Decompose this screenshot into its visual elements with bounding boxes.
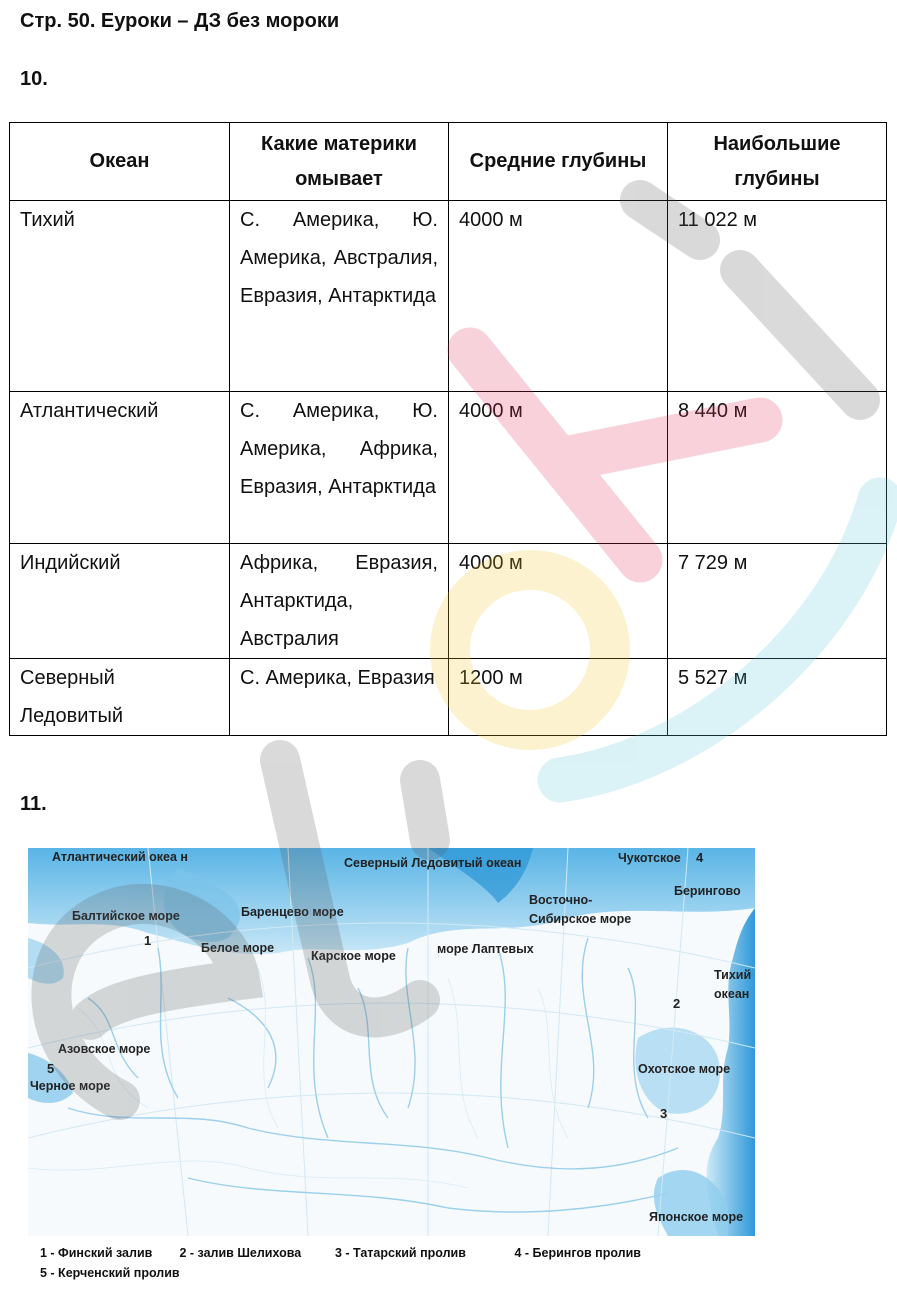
- table-row: [10, 201, 887, 392]
- task-11-number: 11.: [20, 793, 47, 815]
- oceans-table: [9, 122, 887, 736]
- ocean-name: Индийский: [10, 544, 230, 659]
- task-10-number: 10.: [20, 68, 48, 90]
- kara-sea-label: Карское море: [311, 949, 396, 963]
- legend-item: 1 - Финский залив: [40, 1246, 153, 1260]
- ocean-continents: С. Америка, Ю. Америка, Австралия, Евразия, Антарктида: [230, 201, 449, 392]
- table-header-row: [10, 123, 887, 201]
- ocean-max-depth: 8 440 м: [668, 392, 887, 544]
- chukotskoe-sea-label: Чукотское: [618, 851, 681, 865]
- legend-item: 3 - Татарский пролив: [334, 1246, 466, 1260]
- east-siberian-sea-label-line2: Сибирское море: [529, 912, 632, 926]
- map-marker-5: 5: [47, 1061, 55, 1076]
- pacific-ocean-label-line2: океан: [714, 987, 750, 1001]
- legend-item: 4 - Берингов пролив: [514, 1246, 641, 1260]
- ocean-avg-depth: 4000 м: [449, 201, 668, 392]
- ocean-continents: Африка, Евразия, Антарктида, Австралия: [230, 544, 449, 659]
- map-marker-3: 3: [660, 1106, 668, 1121]
- ocean-max-depth: 7 729 м: [668, 544, 887, 659]
- column-header-ocean: Океан: [10, 123, 230, 201]
- column-header-continents: Какие материки омывает: [230, 123, 449, 201]
- atlantic-ocean-label: Атлантический океа н: [52, 850, 188, 864]
- russia-seas-map: [28, 848, 755, 1236]
- ocean-max-depth: 5 527 м: [668, 659, 887, 736]
- ocean-continents: С. Америка, Евразия: [230, 659, 449, 736]
- japan-sea-label: Японское море: [649, 1210, 744, 1224]
- ocean-continents: С. Америка, Ю. Америка, Африка, Евразия, Антарктида: [230, 392, 449, 544]
- white-sea-label: Белое море: [201, 941, 275, 955]
- page-title: Стр. 50. Еуроки – ДЗ без мороки: [20, 10, 340, 32]
- column-header-avg-depth: Средние глубины: [449, 123, 668, 201]
- column-header-max-depth: Наибольшие глубины: [668, 123, 887, 201]
- map-marker-1: 1: [144, 933, 152, 948]
- arctic-ocean-label: Северный Ледовитый океан: [344, 856, 522, 870]
- barents-sea-label: Баренцево море: [241, 905, 344, 919]
- ocean-avg-depth: 1200 м: [449, 659, 668, 736]
- bering-sea-label: Берингово: [674, 884, 741, 898]
- ocean-name: Северный Ледовитый: [10, 659, 230, 736]
- ocean-name: Тихий: [10, 201, 230, 392]
- ocean-avg-depth: 4000 м: [449, 392, 668, 544]
- table-row: [10, 392, 887, 544]
- baltic-sea-label: Балтийское море: [72, 909, 180, 923]
- map-marker-4: 4: [696, 850, 704, 865]
- table-row: [10, 544, 887, 659]
- black-sea-label: Черное море: [30, 1079, 111, 1093]
- ocean-avg-depth: 4000 м: [449, 544, 668, 659]
- map-legend-line-2: [40, 1266, 180, 1280]
- ocean-max-depth: 11 022 м: [668, 201, 887, 392]
- map-marker-2: 2: [673, 996, 681, 1011]
- ocean-name: Атлантический: [10, 392, 230, 544]
- legend-item: 5 - Керченский пролив: [40, 1266, 180, 1280]
- table-row: [10, 659, 887, 736]
- okhotsk-sea-label: Охотское море: [638, 1062, 731, 1076]
- map-legend-line-1: [40, 1246, 641, 1260]
- azov-sea-label: Азовское море: [58, 1042, 151, 1056]
- legend-item: 2 - залив Шелихова: [179, 1246, 302, 1260]
- east-siberian-sea-label-line1: Восточно-: [529, 893, 593, 907]
- laptev-sea-label: море Лаптевых: [437, 942, 534, 956]
- pacific-ocean-label-line1: Тихий: [714, 968, 752, 982]
